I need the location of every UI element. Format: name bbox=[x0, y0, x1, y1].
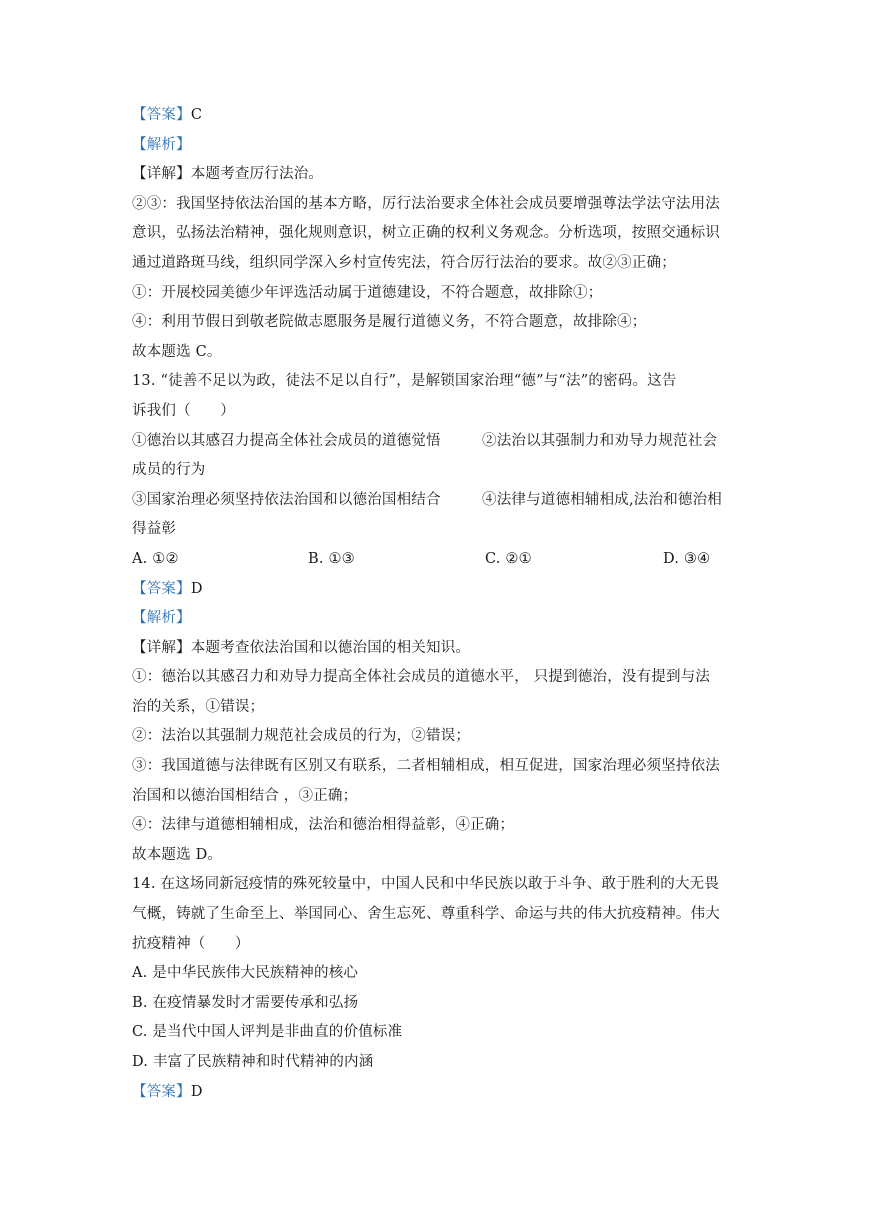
detail-tag: 【详解】 bbox=[132, 166, 191, 183]
q13-statements-row bbox=[132, 486, 742, 516]
answer-value: D bbox=[190, 1083, 203, 1100]
q13-detail bbox=[132, 634, 742, 664]
q13-statements-row bbox=[132, 427, 742, 457]
q13-stem: 诉我们（ ） bbox=[132, 402, 235, 419]
detail-intro: 本题考查厉行法治。 bbox=[190, 166, 324, 183]
q13-line: 治的关系，①错误； bbox=[132, 698, 265, 715]
q13-answer bbox=[132, 575, 742, 605]
q13-line: ④：法律与道德相辅相成，法治和德治相得益彰，④正确； bbox=[132, 817, 515, 834]
q14-stem: 抗疫精神（ ） bbox=[132, 935, 250, 952]
q13-option-b: B. ①③ bbox=[308, 550, 355, 567]
q14-option-d: D. 丰富了民族精神和时代精神的内涵 bbox=[132, 1054, 374, 1070]
q12-line: ②③：我国坚持依法治国的基本方略，厉行法治要求全体社会成员要增强尊法学法守法用法 bbox=[132, 195, 720, 212]
q13-stem: 13. “徒善不足以为政，徒法不足以自行”，是解锁国家治理“德”与“法”的密码。这告 bbox=[132, 373, 677, 390]
q12-detail bbox=[132, 160, 742, 190]
q14-answer bbox=[132, 1078, 742, 1108]
answer-tag: 【答案】 bbox=[132, 107, 191, 123]
answer-tag: 【答案】 bbox=[132, 1083, 191, 1100]
q13-analysis bbox=[132, 604, 742, 634]
q13-line: ③：我国道德与法律既有区别又有联系，二者相辅相成，相互促进，国家治理必须坚持依法 bbox=[132, 758, 720, 775]
q13-line: ②：法治以其强制力规范社会成员的行为，②错误； bbox=[132, 728, 471, 745]
q13-line: ①：德治以其感召力和劝导力提高全体社会成员的道德水平， 只提到德治，没有提到与法 bbox=[132, 669, 711, 686]
document-page bbox=[132, 101, 742, 1107]
q12-line: 意识，弘扬法治精神，强化规则意识，树立正确的权利义务观念。分析选项，按照交通标识 bbox=[132, 225, 720, 242]
q13-statement-4: ④法律与道德相辅相成,法治和德治相 bbox=[482, 491, 723, 508]
q14-stem: 14. 在这场同新冠疫情的殊死较量中，中国人民和中华民族以敢于斗争、敢于胜利的大无畏 bbox=[132, 876, 720, 893]
q12-analysis bbox=[132, 131, 742, 161]
q13-statement-4-cont: 得益彰 bbox=[132, 521, 177, 538]
q13-line: 故本题选 D。 bbox=[132, 846, 223, 863]
q14-stem: 气概，铸就了生命至上、举国同心、舍生忘死、尊重科学、命运与共的伟大抗疫精神。伟大 bbox=[132, 906, 720, 923]
q13-options bbox=[132, 545, 742, 575]
q12-line: 故本题选 C。 bbox=[132, 343, 222, 360]
answer-tag: 【答案】 bbox=[132, 580, 191, 597]
q14-option-b: B. 在疫情暴发时才需要传承和弘扬 bbox=[132, 994, 359, 1011]
q13-option-c: C. ②① bbox=[485, 550, 532, 567]
q14-option-a: A. 是中华民族伟大民族精神的核心 bbox=[132, 965, 359, 982]
q12-line: ①：开展校园美德少年评选活动属于道德建设，不符合题意，故排除①； bbox=[132, 284, 603, 301]
answer-value: C bbox=[190, 107, 203, 123]
q13-line: 治国和以德治国相结合 ，③正确； bbox=[132, 787, 358, 804]
q12-line: 通过道路斑马线，组织同学深入乡村宣传宪法，符合厉行法治的要求。故②③正确； bbox=[132, 254, 676, 271]
analysis-tag: 【解析】 bbox=[132, 610, 191, 627]
q12-line: ④：利用节假日到敬老院做志愿服务是履行道德义务，不符合题意，故排除④； bbox=[132, 314, 647, 331]
q13-option-a: A. ①② bbox=[132, 550, 179, 567]
analysis-tag: 【解析】 bbox=[132, 136, 191, 153]
q12-answer bbox=[132, 101, 742, 131]
detail-tag: 【详解】 bbox=[132, 639, 191, 656]
answer-value: D bbox=[190, 580, 203, 597]
detail-intro: 本题考查依法治国和以德治国的相关知识。 bbox=[190, 639, 471, 656]
q14-option-c: C. 是当代中国人评判是非曲直的价值标准 bbox=[132, 1024, 403, 1041]
q13-option-d: D. ③④ bbox=[663, 550, 711, 567]
q13-statement-2-cont: 成员的行为 bbox=[132, 462, 206, 479]
q13-statement-1: ①德治以其感召力提高全体社会成员的道德觉悟 bbox=[132, 432, 441, 449]
q13-statement-2: ②法治以其强制力和劝导力规范社会 bbox=[482, 432, 718, 449]
q13-statement-3: ③国家治理必须坚持依法治国和以德治国相结合 bbox=[132, 491, 441, 508]
